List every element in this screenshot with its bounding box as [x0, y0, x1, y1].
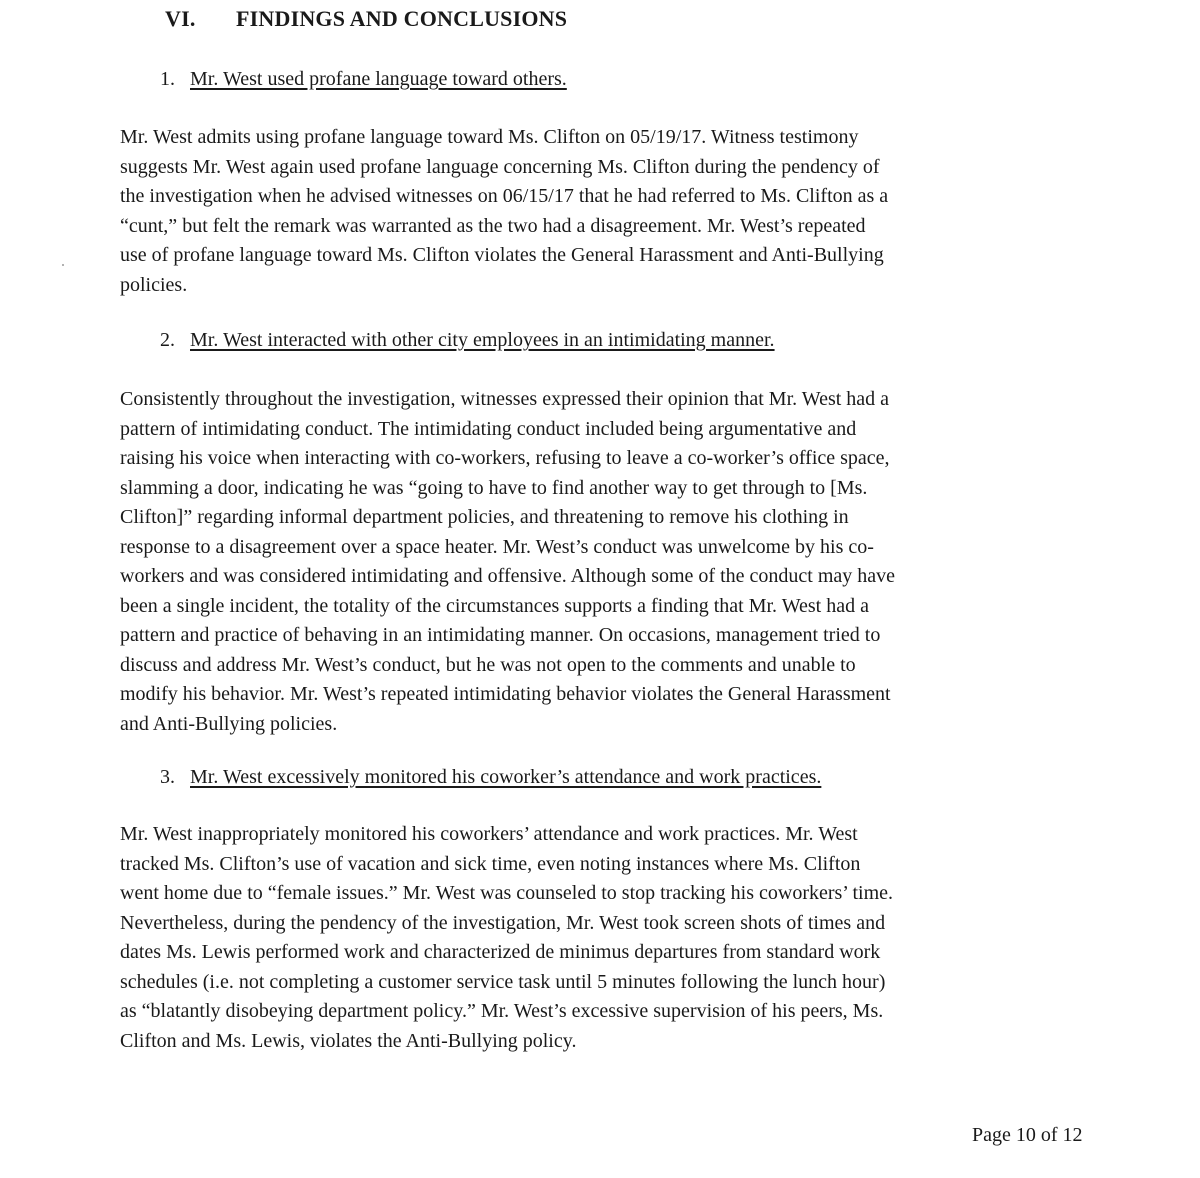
paragraph-line: workers and was considered intimidating and offensive. Although some of the conduct may have [120, 565, 895, 587]
finding-1-heading [160, 68, 567, 91]
finding-3-paragraph [120, 820, 1105, 1056]
paragraph-line: modify his behavior. Mr. West’s repeated intimidating behavior violates the General Harassment [120, 683, 891, 705]
paragraph-line: schedules (i.e. not completing a customer service task until 5 minutes following the lunch hour) [120, 970, 886, 993]
paragraph-line: suggests Mr. West again used profane language concerning Ms. Clifton during the pendency of [120, 155, 880, 178]
paragraph-line: “cunt,” but felt the remark was warranted as the two had a disagreement. Mr. West’s repeated [120, 214, 866, 237]
paragraph-line: Mr. West inappropriately monitored his coworkers’ attendance and work practices. Mr. West [120, 823, 858, 845]
paragraph-line: went home due to “female issues.” Mr. West was counseled to stop tracking his coworkers’ time. [120, 882, 894, 904]
paragraph-line: Mr. West admits using profane language toward Ms. Clifton on 05/19/17. Witness testimony [120, 126, 859, 148]
section-heading [165, 6, 567, 32]
finding-3-number: 3. [160, 766, 175, 788]
finding-3-title: Mr. West excessively monitored his coworker’s attendance and work practices. [190, 766, 822, 788]
section-number: VI. [165, 6, 196, 31]
paragraph-line: Nevertheless, during the pendency of the investigation, Mr. West took screen shots of times and [120, 911, 886, 934]
paragraph-line: raising his voice when interacting with co-workers, refusing to leave a co-worker’s office space, [120, 447, 890, 469]
paragraph-line: Consistently throughout the investigation, witnesses expressed their opinion that Mr. West had a [120, 388, 890, 410]
finding-1-paragraph [120, 123, 1105, 300]
paragraph-line: pattern and practice of behaving in an intimidating manner. On occasions, management tried to [120, 624, 881, 646]
paragraph-line: and Anti-Bullying policies. [120, 712, 338, 735]
paragraph-line: policies. [120, 273, 188, 296]
paragraph-line: use of profane language toward Ms. Clifton violates the General Harassment and Anti-Bullying [120, 244, 884, 266]
paragraph-line: been a single incident, the totality of the circumstances supports a finding that Mr. West had a [120, 594, 869, 617]
finding-2-title: Mr. West interacted with other city employees in an intimidating manner. [190, 329, 775, 351]
scan-speck [62, 264, 64, 266]
finding-2-number: 2. [160, 329, 175, 351]
paragraph-line: dates Ms. Lewis performed work and characterized de minimus departures from standard work [120, 941, 881, 963]
finding-1-number: 1. [160, 68, 175, 90]
paragraph-line: discuss and address Mr. West’s conduct, but he was not open to the comments and unable to [120, 653, 856, 676]
paragraph-line: tracked Ms. Clifton’s use of vacation and sick time, even noting instances where Ms. Clifton [120, 852, 861, 875]
finding-3-heading [160, 766, 821, 789]
finding-2-paragraph [120, 385, 1105, 739]
paragraph-line: as “blatantly disobeying department policy.” Mr. West’s excessive supervision of his peers, Ms. [120, 1000, 884, 1022]
paragraph-line: Clifton and Ms. Lewis, violates the Anti-Bullying policy. [120, 1029, 577, 1052]
paragraph-line: Clifton]” regarding informal department policies, and threatening to remove his clothing in [120, 506, 849, 528]
paragraph-line: slamming a door, indicating he was “going to have to find another way to get through to [Ms. [120, 476, 868, 499]
section-title: FINDINGS AND CONCLUSIONS [236, 6, 568, 31]
finding-1-title: Mr. West used profane language toward others. [190, 68, 567, 90]
paragraph-line: the investigation when he advised witnesses on 06/15/17 that he had referred to Ms. Clifton as a [120, 185, 889, 207]
finding-2-heading [160, 329, 775, 352]
page-number: Page 10 of 12 [972, 1124, 1083, 1146]
paragraph-line: pattern of intimidating conduct. The intimidating conduct included being argumentative and [120, 417, 857, 440]
paragraph-line: response to a disagreement over a space heater. Mr. West’s conduct was unwelcome by his co- [120, 535, 874, 558]
